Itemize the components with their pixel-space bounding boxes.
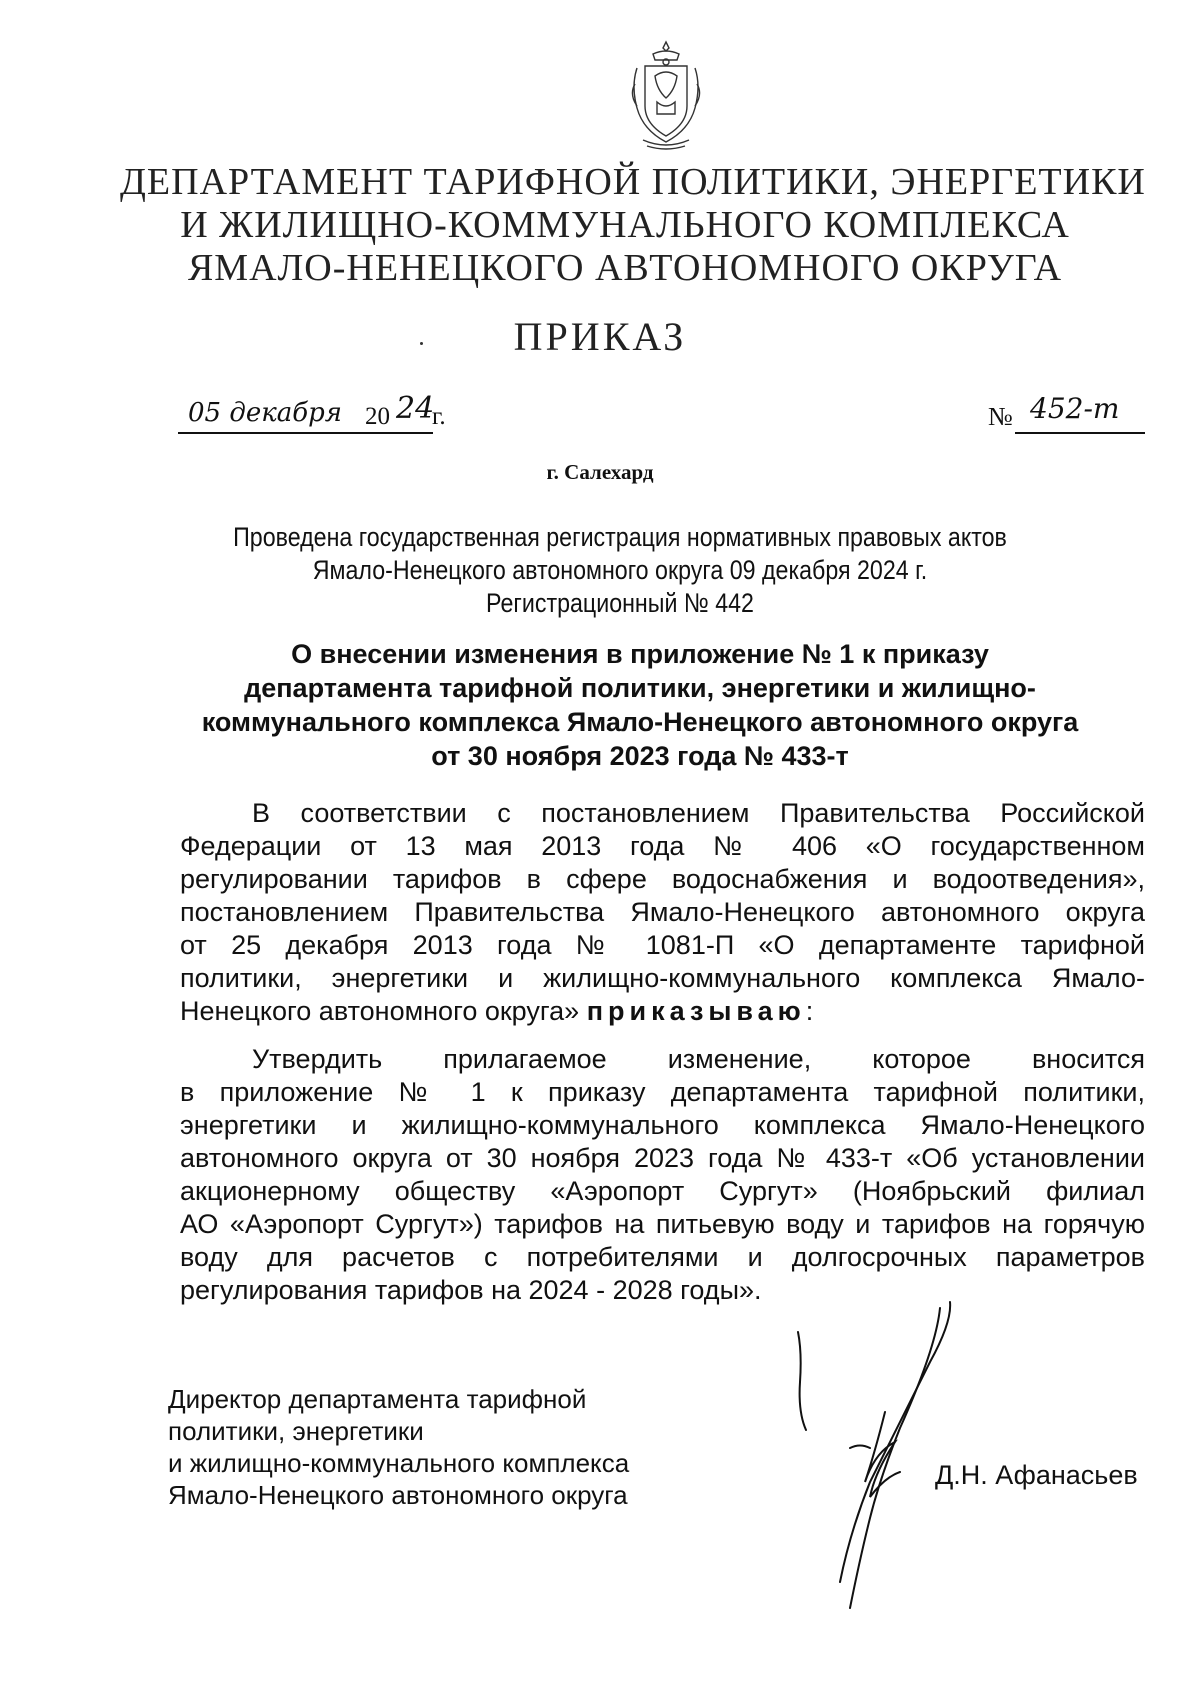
department-name-line-2: И ЖИЛИЩНО-КОММУНАЛЬНОГО КОМПЛЕКСА xyxy=(180,204,1070,246)
handwritten-year: 24 xyxy=(396,391,435,426)
registration-line-2: Ямало-Ненецкого автономного округа 09 декабря 2024 г. xyxy=(312,555,928,585)
position-line: Директор департамента тарифной xyxy=(168,1384,587,1414)
preamble-line-text: Ненецкого автономного округа» xyxy=(180,996,587,1026)
preamble-line: Федерации от 13 мая 2013 года № 406 «О государственном xyxy=(180,831,1145,861)
department-name-line-3: ЯМАЛО-НЕНЕЦКОГО АВТОНОМНОГО ОКРУГА xyxy=(187,247,1063,289)
preamble-last-line xyxy=(180,995,1145,1028)
coat-of-arms-icon xyxy=(625,40,707,152)
city: г. Салехард xyxy=(546,460,654,484)
preamble-line: постановлением Правительства Ямало-Ненецкого автономного округа xyxy=(180,897,1145,927)
signatory-position xyxy=(168,1383,728,1511)
position-line: Ямало-Ненецкого автономного округа xyxy=(168,1480,628,1510)
resolution-line: в приложение № 1 к приказу департамента тарифной политики, xyxy=(180,1077,1145,1107)
preamble-line: В соответствии с постановлением Правительства Российской xyxy=(252,798,1145,828)
preamble-line: регулировании тарифов в сфере водоснабжения и водоотведения», xyxy=(180,864,1145,894)
order-verb-emphasis: приказываю xyxy=(586,996,806,1026)
order-title-line-3: коммунального комплекса Ямало-Ненецкого автономного округа xyxy=(201,707,1079,737)
position-line: и жилищно-коммунального комплекса xyxy=(168,1448,630,1478)
order-number-label: № xyxy=(988,402,1013,431)
preamble-line: от 25 декабря 2013 года № 1081-П «О департаменте тарифной xyxy=(180,930,1145,960)
preamble-line: политики, энергетики и жилищно-коммунального комплекса Ямало- xyxy=(180,963,1145,993)
preamble-paragraph xyxy=(180,797,1145,1028)
date-year-suffix: г. xyxy=(432,403,446,430)
resolution-line: воду для расчетов с потребителями и долгосрочных параметров xyxy=(180,1242,1145,1272)
date-underline xyxy=(178,432,433,434)
handwritten-date: 05 декабря xyxy=(188,398,342,428)
handwritten-order-number: 452-т xyxy=(1030,392,1120,425)
registration-line-3: Регистрационный № 442 xyxy=(486,588,754,618)
resolution-paragraph xyxy=(180,1043,1145,1307)
resolution-line: АО «Аэропорт Сургут») тарифов на питьевую воду и тарифов на горячую xyxy=(180,1209,1145,1239)
scan-speck xyxy=(420,342,423,345)
resolution-line: Утвердить прилагаемое изменение, которое вносится xyxy=(252,1044,1145,1074)
date-year-prefix: 20 xyxy=(365,403,390,430)
preamble-colon: : xyxy=(805,996,814,1026)
resolution-line: энергетики и жилищно-коммунального комплекса Ямало-Ненецкого xyxy=(180,1110,1145,1140)
resolution-line: регулирования тарифов на 2024 - 2028 годы». xyxy=(180,1275,762,1305)
order-title-line-2: департамента тарифной политики, энергетики и жилищно- xyxy=(244,673,1036,703)
department-name-line-1: ДЕПАРТАМЕНТ ТАРИФНОЙ ПОЛИТИКИ, ЭНЕРГЕТИКИ xyxy=(120,161,1146,203)
resolution-line: автономного округа от 30 ноября 2023 года № 433-т «Об установлении xyxy=(180,1143,1145,1173)
registration-line-1: Проведена государственная регистрация нормативных правовых актов xyxy=(233,522,1007,552)
number-underline xyxy=(1015,432,1145,434)
document-type-title: ПРИКАЗ xyxy=(513,314,687,359)
order-title-line-4: от 30 ноября 2023 года № 433-т xyxy=(431,741,849,771)
resolution-line: акционерному обществу «Аэропорт Сургут» (Ноябрьский филиал xyxy=(180,1176,1145,1206)
order-title-line-1: О внесении изменения в приложение № 1 к приказу xyxy=(291,639,989,669)
position-line: политики, энергетики xyxy=(168,1416,424,1446)
signatory-name: Д.Н. Афанасьев xyxy=(935,1460,1138,1490)
